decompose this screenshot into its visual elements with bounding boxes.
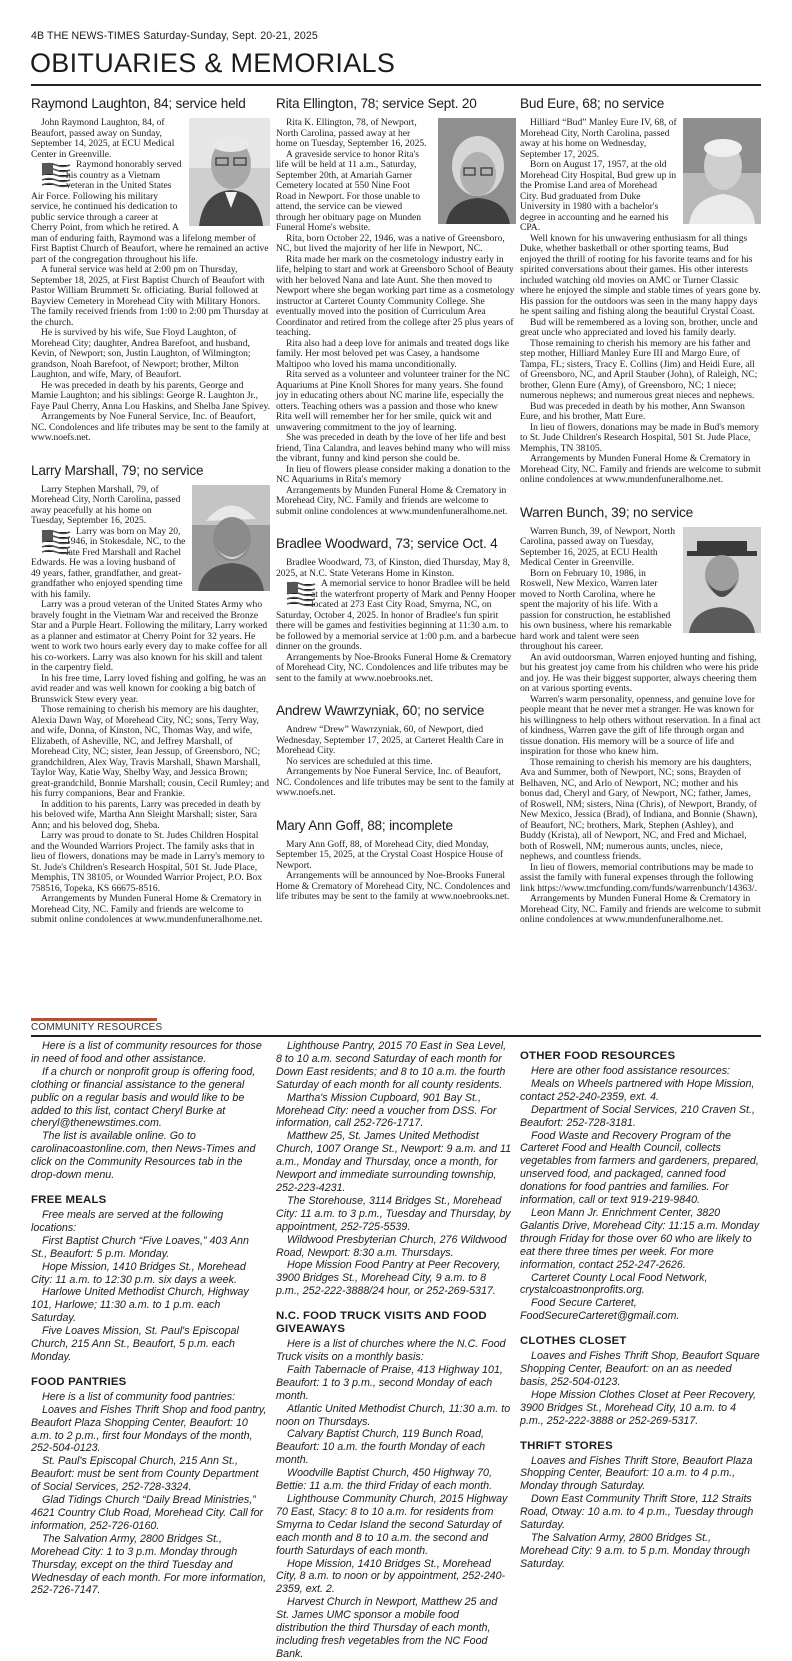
obituary-headline: Bradlee Woodward, 73; service Oct. 4: [276, 536, 498, 551]
obituary-paragraph: Arrangements will be announced by Noe-Brooks Funeral Home & Crematory of Morehead City, NC. Condolences and life tributes may be sent to the family at www.noebrooks.net.: [276, 870, 511, 902]
resource-item: The Salvation Army, 2800 Bridges St., Morehead City: 1 to 3 p.m. Monday through Thursday, except on the third Tuesday and Wednesday of each month. For more information, 252-726-7147.: [31, 1532, 267, 1597]
resource-heading: FREE MEALS: [31, 1193, 107, 1206]
obituary-paragraph: A graveside service to honor Rita's life will be held at 11 a.m., Saturday, September 20th, at Amariah Garner Cemetery located at 550 Nine Foot Road in Newport. For those unable to attend, the service can be viewed through her obituary page on Munden Funeral Home's website.: [276, 148, 422, 233]
resource-item: Department of Social Services, 210 Craven St., Beaufort: 252-728-3181.: [520, 1103, 755, 1129]
obituary-paragraph: Born on February 10, 1986, in Roswell, New Mexico, Warren later moved to North Carolina, where he spent the majority of his life. With a passion for construction, he established his own business, where his remarkable hard work and talent were seen throughout his career.: [520, 567, 672, 652]
resource-item: Food Secure Carteret, FoodSecureCarteret@gmail.com.: [520, 1297, 680, 1323]
resource-heading: FOOD PANTRIES: [31, 1375, 127, 1388]
resource-heading: OTHER FOOD RESOURCES: [520, 1050, 676, 1062]
portrait-photo-bunch: [683, 527, 761, 633]
obituary-paragraph: Those remaining to cherish his memory are his father and step mother, Hilliard Manley Eure III and Margo Eure, of Tampa, FL; sisters, Tracy E. Collins (Jim) and Heidi Eure, all of Greensboro, NC, and April Stauber (John), of Raleigh, NC; brother, Glenn Eure (Amy), of Greensboro, NC; 1 niece; numerous nephews; and numerous great nieces and nephews.: [520, 337, 758, 401]
resource-item: Hope Mission, 1410 Bridges St., Morehead City: 11 a.m. to 12:30 p.m. six days a week.: [31, 1260, 246, 1286]
obituary-headline: Rita Ellington, 78; service Sept. 20: [276, 96, 477, 111]
obituary-paragraph: Rita, born October 22, 1946, was a native of Greensboro, NC, but lived the majority of her life in Newport, NC.: [276, 232, 505, 254]
page-folio: 4B THE NEWS-TIMES Saturday-Sunday, Sept. 20-21, 2025: [31, 30, 318, 42]
community-column-3: [520, 1040, 761, 1571]
resource-heading: CLOTHES CLOSET: [520, 1335, 627, 1348]
resource-item: Calvary Baptist Church, 119 Bunch Road, Beaufort: 10 a.m. the fourth Monday of each month.: [276, 1428, 486, 1467]
obituary-marshall: [31, 463, 270, 926]
resource-item: Five Loaves Mission, St. Paul's Episcopal Church, 215 Ann St., Beaufort, 5 p.m. each Monday.: [31, 1325, 239, 1363]
obituary-eure: [520, 96, 761, 486]
resource-item: Harlowe United Methodist Church, Highway 101, Harlowe; 11:30 a.m. to 1 p.m. each Saturday.: [31, 1286, 249, 1325]
obituary-paragraph: Well known for his unwavering enthusiasm for all things Duke, whether basketball or other sporting teams, Bud enjoyed the thrill of rooting for his favorite teams and for his spirited conversations about their games. His other interests included watching old movies on AMC or Turner Classic where he enjoyed the simple and stable times of years gone by. His passion for the outdoors was seen in the many happy days he spent sailing and fishing along the beautiful Crystal Coast.: [520, 232, 761, 317]
resource-item: Glad Tidings Church “Daily Bread Ministries,” 4621 Country Club Road, Morehead City. Call for information, 252-726-0160.: [31, 1494, 264, 1532]
obituary-paragraph: In his free time, Larry loved fishing and golfing, he was an avid reader and was well known for cooking a big batch of Brunswick Stew every year.: [31, 672, 267, 705]
obituary-paragraph: No services are scheduled at this time.: [286, 755, 433, 767]
obituary-column-2: [276, 93, 516, 909]
section-title: OBITUARIES & MEMORIALS: [30, 48, 396, 78]
obituary-paragraph: Arrangements by Munden Funeral Home & Crematory in Morehead City, NC. Family and friends are welcome to submit online condolences at www.mundenfuneralhome.net.: [520, 893, 761, 925]
obituary-laughton: [31, 96, 270, 444]
resource-item: Here is a list of churches where the N.C. Food Truck visits on a monthly basis:: [276, 1338, 506, 1364]
resource-item: Atlantic United Methodist Church, 11:30 a.m. to noon on Thursdays.: [276, 1402, 511, 1428]
resource-item: Wildwood Presbyterian Church, 276 Wildwood Road, Newport: 8:30 a.m. Thursdays.: [276, 1233, 507, 1259]
community-resources-rule: [31, 1035, 761, 1037]
obituary-paragraph: Arrangements by Noe-Brooks Funeral Home & Crematory of Morehead City, NC. Condolences and life tributes may be sent to the family at www.noebrooks.net.: [276, 651, 512, 684]
obituary-paragraph: An avid outdoorsman, Warren enjoyed hunting and fishing, but his greatest joy came from his children who were his pride and joy. He was their biggest supporter, always cheering them on at various sporting events.: [520, 651, 759, 694]
obituary-paragraph: Bud will be remembered as a loving son, brother, uncle and great uncle who appreciated and loved his family dearly.: [520, 316, 758, 338]
obituary-paragraph: She was preceded in death by the love of her life and best friend, Tina Calandra, and leaves behind many who will miss the vibrant, funny and kind person she could be.: [276, 432, 511, 464]
resource-item: St. Paul's Episcopal Church, 215 Ann St., Beaufort: must be sent from County Department of Social Services, 252-728-3324.: [31, 1455, 259, 1494]
resource-item: Hope Mission, 1410 Bridges St., Morehead City, 8 a.m. to noon or by appointment, 252-240-2359, ext. 2.: [276, 1557, 506, 1596]
resource-item: Matthew 25, St. James United Methodist Church, 1007 Orange St., Newport: 9 a.m. and 11 a.m., Monday and Thursday, once a month, for Newport and immediate surrounding township, 252-223-4231.: [276, 1130, 512, 1194]
obituary-paragraph: Those remaining to cherish his memory are his daughters, Ava and Summer, both of Newport, NC; sons, Brayden of Belhaven, NC, and Arlo of Newport, NC; mother and his bonus dad, Cheryl and Gary, of Newport, NC; father, James, of Roswell, NM; sisters, Nina (Chris), of Newport, Brandy, of New Mexico, Jessica (Brad), of Indiana, and Bonnie (Shawn), of Beaufort, NC; brothers, Mark, Stephen (Ashley), and Buddy (Krista), all of Newport, NC, and Fred and Michael, both of Roswell, NM; numerous aunts, uncles, niece, nephews, and countless friends.: [520, 756, 758, 862]
resource-item: Hope Mission Food Pantry at Peer Recovery, 3900 Bridges St., Morehead City, 9 a.m. to 8 p.m., 252-222-3888/24 hour, or 252-269-5317.: [276, 1259, 501, 1298]
obituary-paragraph: A memorial service to honor Bradlee will be held at the waterfront property of Mark and Penny Hooper located at 273 East City Road, Smyrna, NC, on Saturday, October 4, 2025. In honor of Bradlee's fun spirit there will be games and festivities beginning at 11:30 a.m. to be followed by a memorial service at 1:00 p.m. and a barbecue dinner on the grounds.: [276, 578, 516, 652]
obituary-paragraph: Mary Ann Goff, 88, of Morehead City, died Monday, September 15, 2025, at the Crystal Coast Hospice House of Newport.: [276, 838, 504, 871]
obituary-woodward: [276, 536, 516, 684]
obituary-paragraph: John Raymond Laughton, 84, of Beaufort, passed away on Sunday, September 14, 2025, at ECU Medical Center in Greenville.: [31, 117, 175, 160]
resource-item: Hope Mission Clothes Closet at Peer Recovery, 3900 Bridges St., Morehead City, 10 a.m. to 4 p.m., 252-222-3888 or 252-269-5317.: [520, 1388, 756, 1427]
obituary-paragraph: Larry was a proud veteran of the United States Army who bravely fought in the Vietnam War and received the Bronze Star and a Purple Heart. Following the military, Larry worked as a planner and estimator at Cherry Point for 32 years. He went to work two hours early every day to make coffee for all his co-workers. Larry was also known for his skill and talent in the carpentry field.: [31, 599, 268, 673]
resource-text: The list is available online. Go to carolinacoastonline.com, then News-Times and click on the Community Resources tab in the drop-down menu.: [31, 1130, 256, 1182]
obituary-ellington: [276, 96, 516, 517]
obituary-column-1: [31, 93, 270, 932]
resource-text: Here is a list of community resources for those in need of food and other assistance.: [31, 1040, 262, 1065]
resource-item: Woodville Baptist Church, 450 Highway 70, Bettie: 11 a.m. the third Friday of each month.: [276, 1467, 493, 1493]
resource-item: Meals on Wheels partnered with Hope Mission, contact 252-240-2359, ext. 4.: [520, 1077, 755, 1103]
portrait-photo-ellington: [438, 118, 516, 224]
community-column-1: [31, 1040, 267, 1597]
obituary-headline: Mary Ann Goff, 88; incomplete: [276, 817, 453, 833]
community-resources-label: COMMUNITY RESOURCES: [31, 1022, 163, 1033]
obituary-paragraph: He is survived by his wife, Sue Floyd Laughton, of Morehead City; daughter, Andrea Barefoot, and husband, Kevin, of Newport; son, Justin Laughton, of Wilmington; grandson, Noah Barefoot, of Newport; brother, Milton Laughton, and wife, Mary, of Beaufort.: [31, 327, 251, 380]
resource-item: Free meals are served at the following locations:: [31, 1208, 224, 1234]
obituary-paragraph: Andrew “Drew” Wawrzyniak, 60, of Newport, died Wednesday, September 17, 2025, at Carteret Health Care in Morehead City.: [276, 724, 504, 756]
header-rule: [31, 84, 761, 86]
american-flag-icon: [31, 529, 61, 555]
resource-item: Lighthouse Community Church, 2015 Highway 70 East, Stacy: 8 to 10 a.m. for residents from Smyrna to Cedar Island the second Saturday of each month and 8 to 10 a.m. the second and fourth Saturdays of each month.: [276, 1493, 508, 1557]
resource-text: If a church or nonprofit group is offering food, clothing or financial assistance to the general public on a regular basis and would like to be added to this list, contact Cheryl Burke at cheryl@thenewstimes.com.: [31, 1065, 256, 1130]
obituary-paragraph: Those remaining to cherish his memory are his daughter, Alexia Dawn Way, of Morehead City, NC; sons, Terry Way, and wife, Donna, of Kinston, NC, Thomas Way, and wife, Elizabeth, of Asheville, NC, and Jeffrey Marshall, of Morehead City, NC; sister, Jean Jessup, of Greensboro, NC; grandchildren, Alex Way, Travis Marshall, Shawn Marshall, Taylor Way, Katie Way, Shelby Way, and Jessica Brown; great-grandchild, Bonnie Marshall; cousin, Cecil Rumley; and his furry companions, Bear and Frankie.: [31, 704, 270, 799]
obituary-paragraph: Born on August 17, 1957, at the old Morehead City Hospital, Bud grew up in the Promise Land area of Morehead City. Bud graduated from Duke University in 1980 with a bachelor's degree in accounting and he earned his CPA.: [520, 159, 677, 233]
resource-item: Here is a list of community food pantries:: [42, 1390, 236, 1403]
obituary-paragraph: Arrangements by Noe Funeral Service, Inc. of Beaufort, NC. Condolences and life tributes may be sent to the family at www.noefs.net.: [31, 411, 270, 443]
obituary-paragraph: Rita served as a volunteer and volunteer trainer for the NC Aquariums at Pine Knoll Shores for many years. She found joy in educating others about NC marine life, especially the otters. Teaching others was a passion and those who knew Rita well will remember her for her smile, quick wit and unwavering commitment to the joy of learning.: [276, 369, 510, 433]
portrait-photo-laughton: [189, 118, 270, 226]
obituary-paragraph: He was preceded in death by his parents, George and Mamie Laughton; and his siblings: George R. Laughton Jr., Faye Paul Cherry, Anna Lou Haskins, and Shelba Jane Spivey.: [31, 379, 270, 412]
resource-item: Martha's Mission Cupboard, 901 Bay St., Morehead City: need a voucher from DSS. For information, call 252-726-1717.: [276, 1091, 497, 1130]
obituary-column-3: [520, 93, 761, 932]
resource-item: Faith Tabernacle of Praise, 413 Highway 101, Beaufort: 1 to 3 p.m., second Monday of each month.: [276, 1363, 503, 1402]
portrait-photo-marshall: [192, 485, 270, 591]
obituary-paragraph: Rita also had a deep love for animals and treated dogs like family. Her most beloved pet was Casey, a handsome Maltipoo who loved his mama unconditionally.: [276, 337, 509, 370]
resource-item: Carteret County Local Food Network, crystalcoastnonprofits.org.: [520, 1271, 708, 1297]
resource-item: The Storehouse, 3114 Bridges St., Morehead City: 11 a.m. to 3 p.m., Tuesday and Thursday, by appointment, 252-725-5539.: [276, 1194, 511, 1233]
obituary-paragraph: Raymond honorably served his country as a Vietnam veteran in the United States Air Force. Following his military service, he continued his dedication to public service through a career at Cherry Point, from which he retired. A man of enduring faith, Raymond was a lifelong member of First Baptist Church of Beaufort, where he remained an active part of the congregation throughout his life.: [31, 159, 269, 265]
obituary-goff: [276, 818, 516, 903]
resource-item: Down East Community Thrift Store, 112 Straits Road, Otway: 10 a.m. to 4 p.m., Tuesday through Saturday.: [520, 1493, 754, 1532]
obituary-headline: Andrew Wawrzyniak, 60; no service: [276, 703, 485, 718]
portrait-photo-eure: [683, 118, 761, 224]
obituary-paragraph: A funeral service was held at 2:00 pm on Thursday, September 18, 2025, at First Baptist Church of Beaufort with Pastor William Brummett Sr. officiating. Burial followed at Bayview Cemetery in Morehead City with Military Honors. The family received friends from 1:00 to 2:00 pm Thursday at the church.: [31, 264, 269, 328]
obituary-headline: Warren Bunch, 39; no service: [520, 504, 693, 520]
obituary-paragraph: Larry Stephen Marshall, 79, of Morehead City, North Carolina, passed away peacefully at his home on Tuesday, September 16, 2025.: [31, 483, 181, 526]
obituary-paragraph: Larry was proud to donate to St. Judes Children Hospital and the Wounded Warriors Project. The family asks that in lieu of flowers, donations may be made in Larry's memory to St. Jude's Children's Research Hospital, 501 St. Jude Place, Memphis, TN 38105, or Wounded Warrior Project, P.O. Box 758516, Topeka, KS 66675-8516.: [31, 830, 265, 894]
obituary-paragraph: Warren's warm personality, openness, and genuine love for people meant that he never met a stranger. He was known for his willingness to help others without reservation. In a final act of kindness, Warren gave the gift of life through organ and tissue donation. His memory will be a source of life and inspiration for those who knew him.: [520, 693, 761, 757]
resource-item: Loaves and Fishes Thrift Shop, Beaufort Square Shopping Center, Beaufort: on an as needed basis, 252-504-0123.: [520, 1350, 760, 1388]
american-flag-icon: [276, 581, 306, 607]
american-flag-icon: [31, 162, 61, 188]
resource-item: Leon Mann Jr. Enrichment Center, 3820 Galantis Drive, Morehead City: 11:15 a.m. Monday through Friday for those over 60 who are likely to eat there three times per week. For more information, contact 252-247-2626.: [520, 1206, 760, 1271]
resource-item: Food Waste and Recovery Program of the Carteret Food and Health Council, collects vegetables from farmers and gardeners, prepared, unserved food, and packaged, canned food donations for food pantries and families. For information, call or text 919-219-9840.: [520, 1129, 759, 1207]
obituary-paragraph: In lieu of flowers, donations may be made in Bud's memory to St. Jude Children's Research Hospital, 501 St. Jude Place, Memphis, TN 38105.: [520, 421, 759, 454]
community-column-2: [276, 1040, 512, 1661]
resource-item: First Baptist Church “Five Loaves,” 403 Ann St., Beaufort: 5 p.m. Monday.: [31, 1234, 249, 1260]
resource-item: Loaves and Fishes Thrift Shop and food pantry, Beaufort Plaza Shopping Center, Beaufort: 10 a.m. to 2 p.m., first four Mondays of the month, 252-504-0123.: [31, 1403, 267, 1455]
resource-item: Harvest Church in Newport, Matthew 25 and St. James UMC sponsor a mobile food distribution the third Thursday of each month, including fresh vegetables from the NC Food Bank.: [276, 1596, 498, 1660]
resource-heading: N.C. FOOD TRUCK VISITS AND FOOD GIVEAWAYS: [276, 1310, 487, 1336]
resource-item: Lighthouse Pantry, 2015 70 East in Sea Level, 8 to 10 a.m. second Saturday of each month for Down East residents; and 8 to 10 a.m. the fourth Saturday of each month for all county residents.: [276, 1040, 507, 1091]
obituary-paragraph: In addition to his parents, Larry was preceded in death by his beloved wife, Martha Ann Sleight Marshall; sister, Sara Ann; and his beloved dog, Sheba.: [31, 798, 261, 831]
obituary-wawrzyniak: [276, 703, 516, 799]
obituary-paragraph: Rita K. Ellington, 78, of Newport, North Carolina, passed away at her home on Tuesday, September 16, 2025.: [276, 117, 427, 149]
obituary-headline: Larry Marshall, 79; no service: [31, 462, 204, 478]
obituary-paragraph: Larry was born on May 20, 1946, in Stokesdale, NC, to the late Fred Marshall and Rachel Edwards. He was a loving husband of 49 years, father, grandfather, and great-grandfather who enjoyed spending time with his family.: [31, 525, 186, 600]
resource-heading: THRIFT STORES: [520, 1439, 613, 1452]
obituary-paragraph: Arrangements by Noe Funeral Service, Inc. of Beaufort, NC. Condolences and life tributes may be sent to the family at www.noefs.net.: [276, 766, 515, 798]
obituary-paragraph: Arrangements by Munden Funeral Home & Crematory in Morehead City, NC. Family and friends are welcome to submit online condolences at www.mundenfuneralhome.net.: [31, 893, 263, 925]
obituary-headline: Bud Eure, 68; no service: [520, 96, 665, 111]
obituary-paragraph: In lieu of flowers, memorial contributions may be made to assist the family with funeral expenses through the following link https://www.tmcfunding.com/funds/warrenbunch/14363/.: [520, 861, 757, 894]
obituary-bunch: [520, 505, 761, 926]
obituary-paragraph: Bradlee Woodward, 73, of Kinston, died Thursday, May 8, 2025, at N.C. State Veterans Home in Kinston.: [276, 557, 510, 579]
community-resources-accent-bar: [31, 1018, 157, 1021]
obituary-paragraph: Bud was preceded in death by his mother, Ann Swanson Eure, and his brother, Matt Eure.: [520, 400, 745, 422]
resource-item: Loaves and Fishes Thrift Store, Beaufort Plaza Shopping Center, Beaufort: 10 a.m. to 4 p.m., Monday through Saturday.: [520, 1454, 753, 1493]
obituary-paragraph: Rita made her mark on the cosmetology industry early in life, helping to start and work at Greensboro School of Beauty with her beloved Nana and late Aunt. She then moved to Newport where she began working part time as a cosmetology instructor at Carteret County Community College. She eventually moved into the position of Curriculum Area Coordinator and retired from the college after 25 plus years of teaching.: [276, 253, 515, 338]
obituary-paragraph: Warren Bunch, 39, of Newport, North Carolina, passed away on Tuesday, September 16, 2025, at ECU Health Medical Center in Greenville.: [520, 525, 676, 568]
obituary-paragraph: Arrangements by Munden Funeral Home & Crematory in Morehead City, NC. Family and friends are welcome to submit online condolences at www.mundenfuneralhome.net.: [276, 484, 508, 517]
obituary-paragraph: In lieu of flowers please consider making a donation to the NC Aquariums in Rita's memory: [276, 463, 511, 485]
obituary-headline: Raymond Laughton, 84; service held: [31, 96, 246, 111]
resource-item: The Salvation Army, 2800 Bridges St., Morehead City: 9 a.m. to 5 p.m. Monday through Saturday.: [520, 1532, 750, 1570]
resource-item: Here are other food assistance resources:: [531, 1065, 731, 1077]
obituary-paragraph: Arrangements by Munden Funeral Home & Crematory in Morehead City, NC. Family and friends are welcome to submit online condolences at www.mundenfuneralhome.net.: [520, 453, 761, 485]
obituary-paragraph: Hilliard “Bud” Manley Eure IV, 68, of Morehead City, North Carolina, passed away at his home on Wednesday, September 17, 2025.: [520, 117, 677, 160]
